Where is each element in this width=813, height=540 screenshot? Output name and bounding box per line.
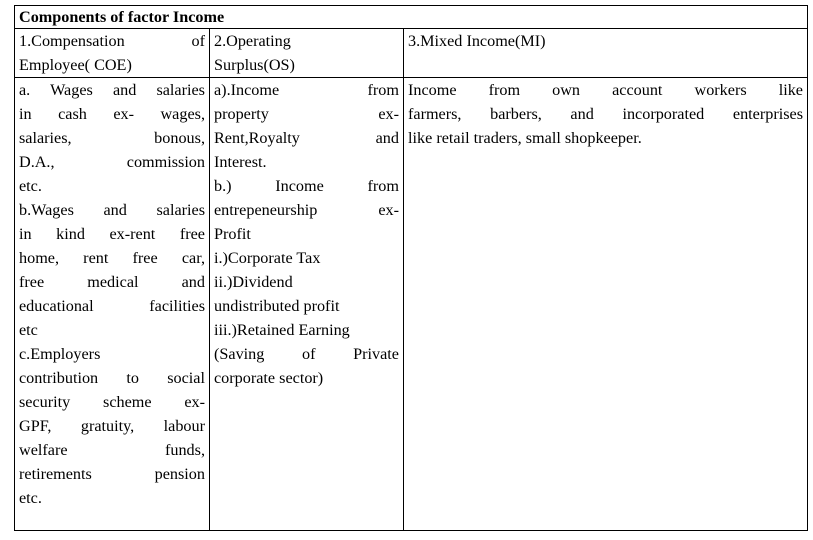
mi-header-text: 3.Mixed Income(MI) [408, 32, 546, 50]
coe-line: home, rent free car, [19, 249, 205, 267]
coe-line: c.Employers [19, 345, 101, 363]
os-line: b.) Income from [214, 177, 399, 195]
coe-header [15, 29, 210, 78]
mi-cell [404, 78, 808, 531]
coe-line: D.A., commission [19, 153, 205, 171]
os-line: undistributed profit [214, 297, 340, 315]
os-header [210, 29, 404, 78]
coe-line: etc. [19, 177, 42, 195]
os-line: ii.)Dividend [214, 273, 293, 291]
coe-line: etc [19, 321, 38, 339]
coe-header-line-1: 1.Compensation of [19, 32, 205, 50]
mi-line: Income from own account workers like [408, 81, 803, 99]
coe-line: contribution to social [19, 369, 205, 387]
coe-cell [15, 78, 210, 531]
os-line: Profit [214, 225, 251, 243]
coe-line: b.Wages and salaries [19, 201, 205, 219]
os-cell [210, 78, 404, 531]
coe-line: retirements pension [19, 465, 205, 483]
coe-line: GPF, gratuity, labour [19, 417, 205, 435]
coe-line: welfare funds, [19, 441, 205, 459]
os-line: entrepeneurship ex- [214, 201, 399, 219]
os-header-line-1: 2.Operating [214, 32, 291, 50]
os-line: iii.)Retained Earning [214, 321, 350, 339]
os-line: Rent,Royalty and [214, 129, 399, 147]
coe-line: security scheme ex- [19, 393, 205, 411]
coe-line: a. Wages and salaries [19, 81, 205, 99]
coe-line: free medical and [19, 273, 205, 291]
factor-income-table [14, 5, 808, 531]
table-title: Components of factor Income [15, 6, 808, 29]
mi-line: like retail traders, small shopkeeper. [408, 129, 642, 147]
coe-header-line-2: Employee( COE) [19, 56, 132, 74]
coe-line: in cash ex- wages, [19, 105, 205, 123]
mi-header [404, 29, 808, 78]
os-line: a).Income from [214, 81, 399, 99]
os-line: i.)Corporate Tax [214, 249, 321, 267]
os-line: (Saving of Private [214, 345, 399, 363]
coe-line: educational facilities [19, 297, 205, 315]
os-line: property ex- [214, 105, 399, 123]
mi-line: farmers, barbers, and incorporated enterprises [408, 105, 803, 123]
os-line: Interest. [214, 153, 267, 171]
os-line: corporate sector) [214, 369, 324, 387]
coe-line: salaries, bonous, [19, 129, 205, 147]
coe-line: etc. [19, 489, 42, 507]
os-header-line-2: Surplus(OS) [214, 56, 295, 74]
coe-line: in kind ex-rent free [19, 225, 205, 243]
